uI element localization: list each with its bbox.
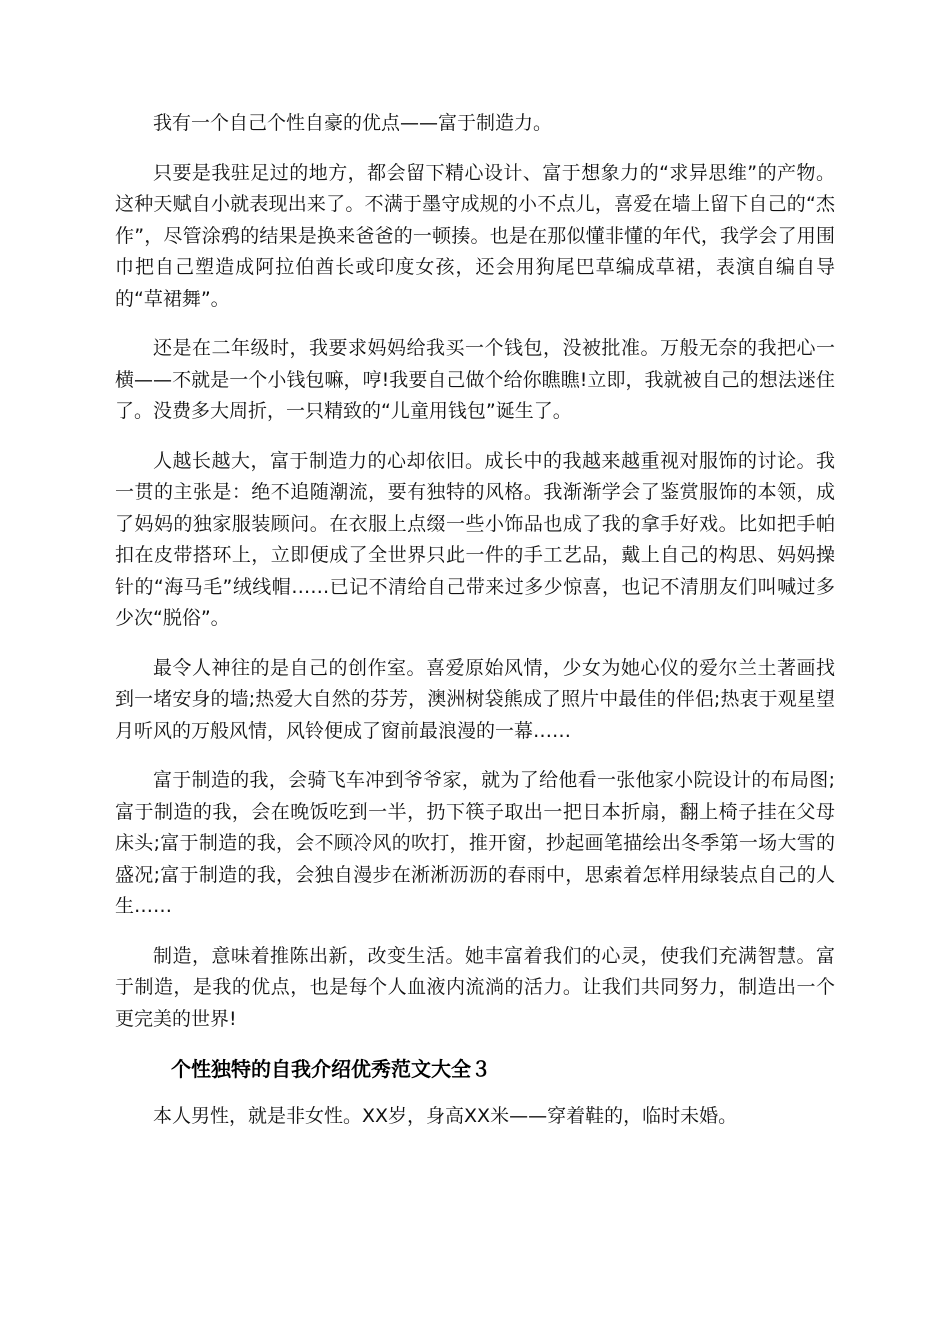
paragraph-2: 只要是我驻足过的地方，都会留下精心设计、富于想象力的“求异思维”的产物。这种天赋自小就表现出来了。不满于墨守成规的小不点儿，喜爱在墙上留下自己的“杰作”，尽管涂鸦的结果是换来爸爸的一顿揍。也是在那似懂非懂的年代，我学会了用围巾把自己塑造成阿拉伯酋长或印度女孩，还会用狗尾巴草编成草裙，表演自编自导的“草裙舞”。	[115, 161, 835, 310]
paragraph-7: 制造，意味着推陈出新，改变生活。她丰富着我们的心灵，使我们充满智慧。富于制造，是我的优点，也是每个人血液内流淌的活力。让我们共同努力，制造出一个更完美的世界!	[115, 944, 835, 1030]
paragraph-8: 本人男性，就是非女性。XX岁，身高XX米——穿着鞋的，临时未婚。	[153, 1105, 738, 1127]
paragraph-1: 我有一个自己个性自豪的优点——富于制造力。	[153, 112, 553, 134]
paragraph-3: 还是在二年级时，我要求妈妈给我买一个钱包，没被批准。万般无奈的我把心一横——不就是一个小钱包嘛，哼!我要自己做个给你瞧瞧!立即，我就被自己的想法迷住了。没费多大周折，一只精致的“儿童用钱包”诞生了。	[115, 337, 835, 422]
section-heading: 个性独特的自我介绍优秀范文大全３	[171, 1057, 491, 1081]
document-body	[115, 108, 835, 1151]
paragraph-5: 最令人神往的是自己的创作室。喜爱原始风情，少女为她心仪的爱尔兰土著画找到一堵安身的墙;热爱大自然的芬芳，澳洲树袋熊成了照片中最佳的伴侣;热衷于观星望月听风的万般风情，风铃便成了窗前最浪漫的一幕……	[115, 656, 835, 742]
paragraph-6: 富于制造的我，会骑飞车冲到爷爷家，就为了给他看一张他家小院设计的布局图;富于制造的我，会在晚饭吃到一半，扔下筷子取出一把日本折扇，翻上椅子挂在父母床头;富于制造的我，会不顾冷风的吹打，推开窗，抄起画笔描绘出冬季第一场大雪的盛况;富于制造的我，会独自漫步在淅淅沥沥的春雨中，思索着怎样用绿装点自己的人生……	[115, 769, 835, 917]
paragraph-4: 人越长越大，富于制造力的心却依旧。成长中的我越来越重视对服饰的讨论。我一贯的主张是：绝不追随潮流，要有独特的风格。我渐渐学会了鉴赏服饰的本领，成了妈妈的独家服装顾问。在衣服上点缀一些小饰品也成了我的拿手好戏。比如把手帕扣在皮带搭环上，立即便成了全世界只此一件的手工艺品，戴上自己的构思、妈妈操针的“海马毛”绒线帽……已记不清给自己带来过多少惊喜，也记不清朋友们叫喊过多少次“脱俗”。	[115, 449, 835, 629]
